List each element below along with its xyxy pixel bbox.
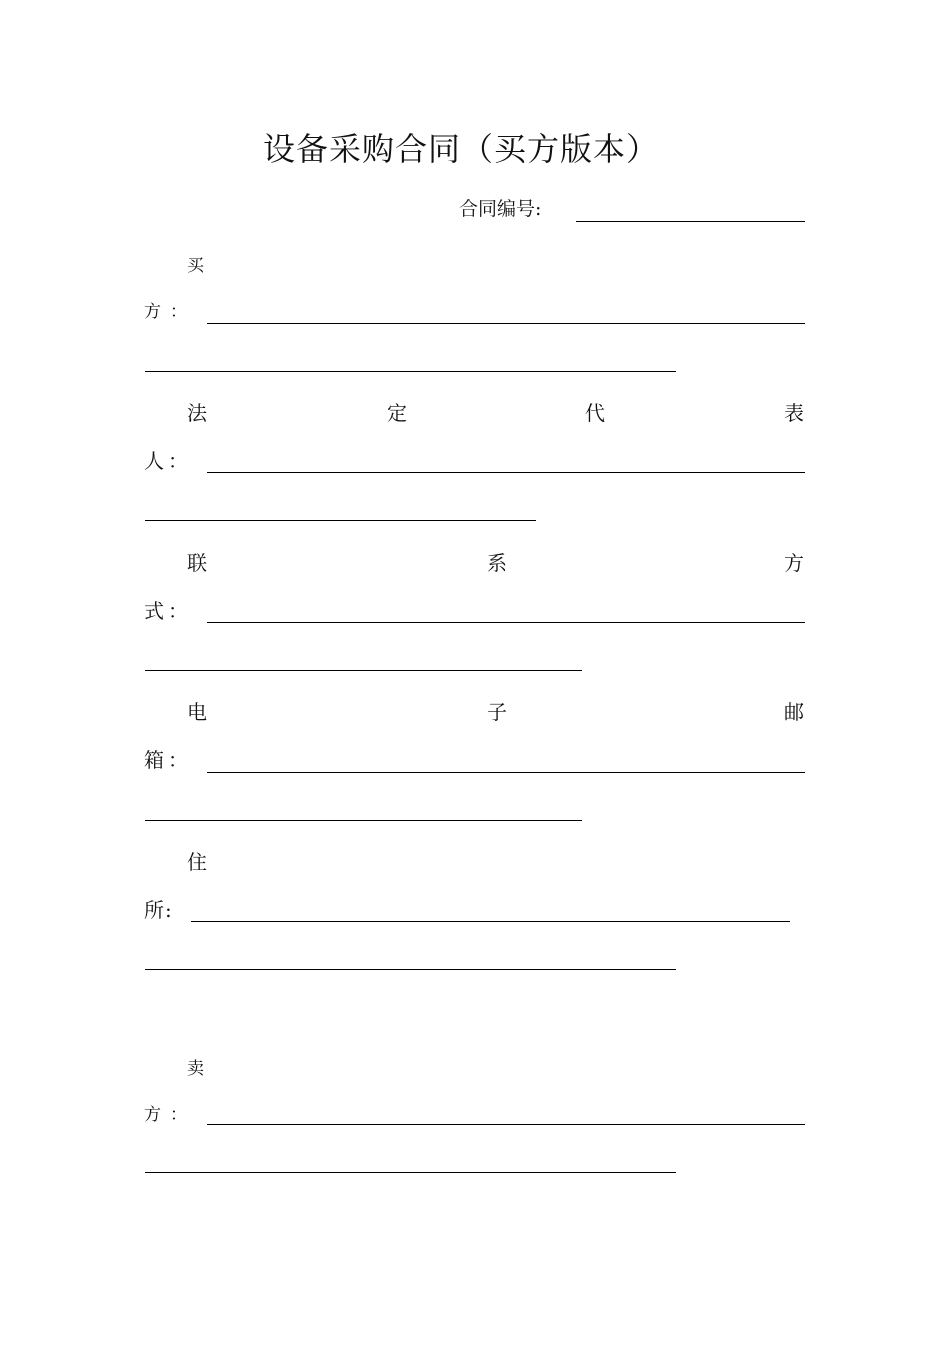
email-label-colon: ： (168, 748, 188, 772)
contract-number-field[interactable] (576, 221, 805, 222)
buyer-field[interactable] (207, 323, 805, 324)
address-label-colon: : (165, 898, 172, 922)
email-field-continuation[interactable] (145, 820, 582, 821)
address-label-char-2: 所 (144, 898, 164, 922)
contact-field[interactable] (207, 622, 805, 623)
seller-field-continuation[interactable] (145, 1172, 676, 1173)
contact-field-continuation[interactable] (145, 670, 582, 671)
email-label-char-2: 子 (487, 700, 507, 724)
buyer-label-char-2: 方 (144, 302, 161, 322)
legal-rep-field[interactable] (207, 472, 805, 473)
email-label-char-3: 邮 (784, 700, 804, 724)
seller-label-colon: ： (170, 1105, 187, 1125)
contact-label-char-4: 式 (144, 599, 164, 623)
document-title: 设备采购合同（买方版本） (263, 130, 660, 168)
legal-rep-label-char-2: 定 (387, 401, 407, 425)
contact-label-colon: ： (168, 599, 188, 623)
seller-label-char-1: 卖 (187, 1059, 204, 1079)
legal-rep-label-char-1: 法 (187, 401, 207, 425)
address-field-continuation[interactable] (145, 969, 676, 970)
legal-rep-label-char-3: 代 (585, 401, 605, 425)
legal-rep-label-char-5: 人 (144, 449, 164, 473)
contact-label-char-3: 方 (784, 551, 804, 575)
buyer-label-colon: ： (170, 302, 187, 322)
email-label-char-1: 电 (187, 700, 207, 724)
legal-rep-label-colon: ： (168, 449, 188, 473)
buyer-label-char-1: 买 (187, 256, 204, 276)
seller-field[interactable] (207, 1124, 805, 1125)
legal-rep-field-continuation[interactable] (145, 520, 536, 521)
email-label-char-4: 箱 (144, 748, 164, 772)
contact-label-char-1: 联 (187, 551, 207, 575)
legal-rep-label-char-4: 表 (784, 401, 804, 425)
seller-label-char-2: 方 (144, 1105, 161, 1125)
contact-label-char-2: 系 (487, 551, 507, 575)
contract-number-label: 合同编号: (459, 198, 542, 220)
email-field[interactable] (207, 772, 805, 773)
address-field[interactable] (191, 921, 790, 922)
buyer-field-continuation[interactable] (145, 371, 676, 372)
address-label-char-1: 住 (187, 850, 207, 874)
